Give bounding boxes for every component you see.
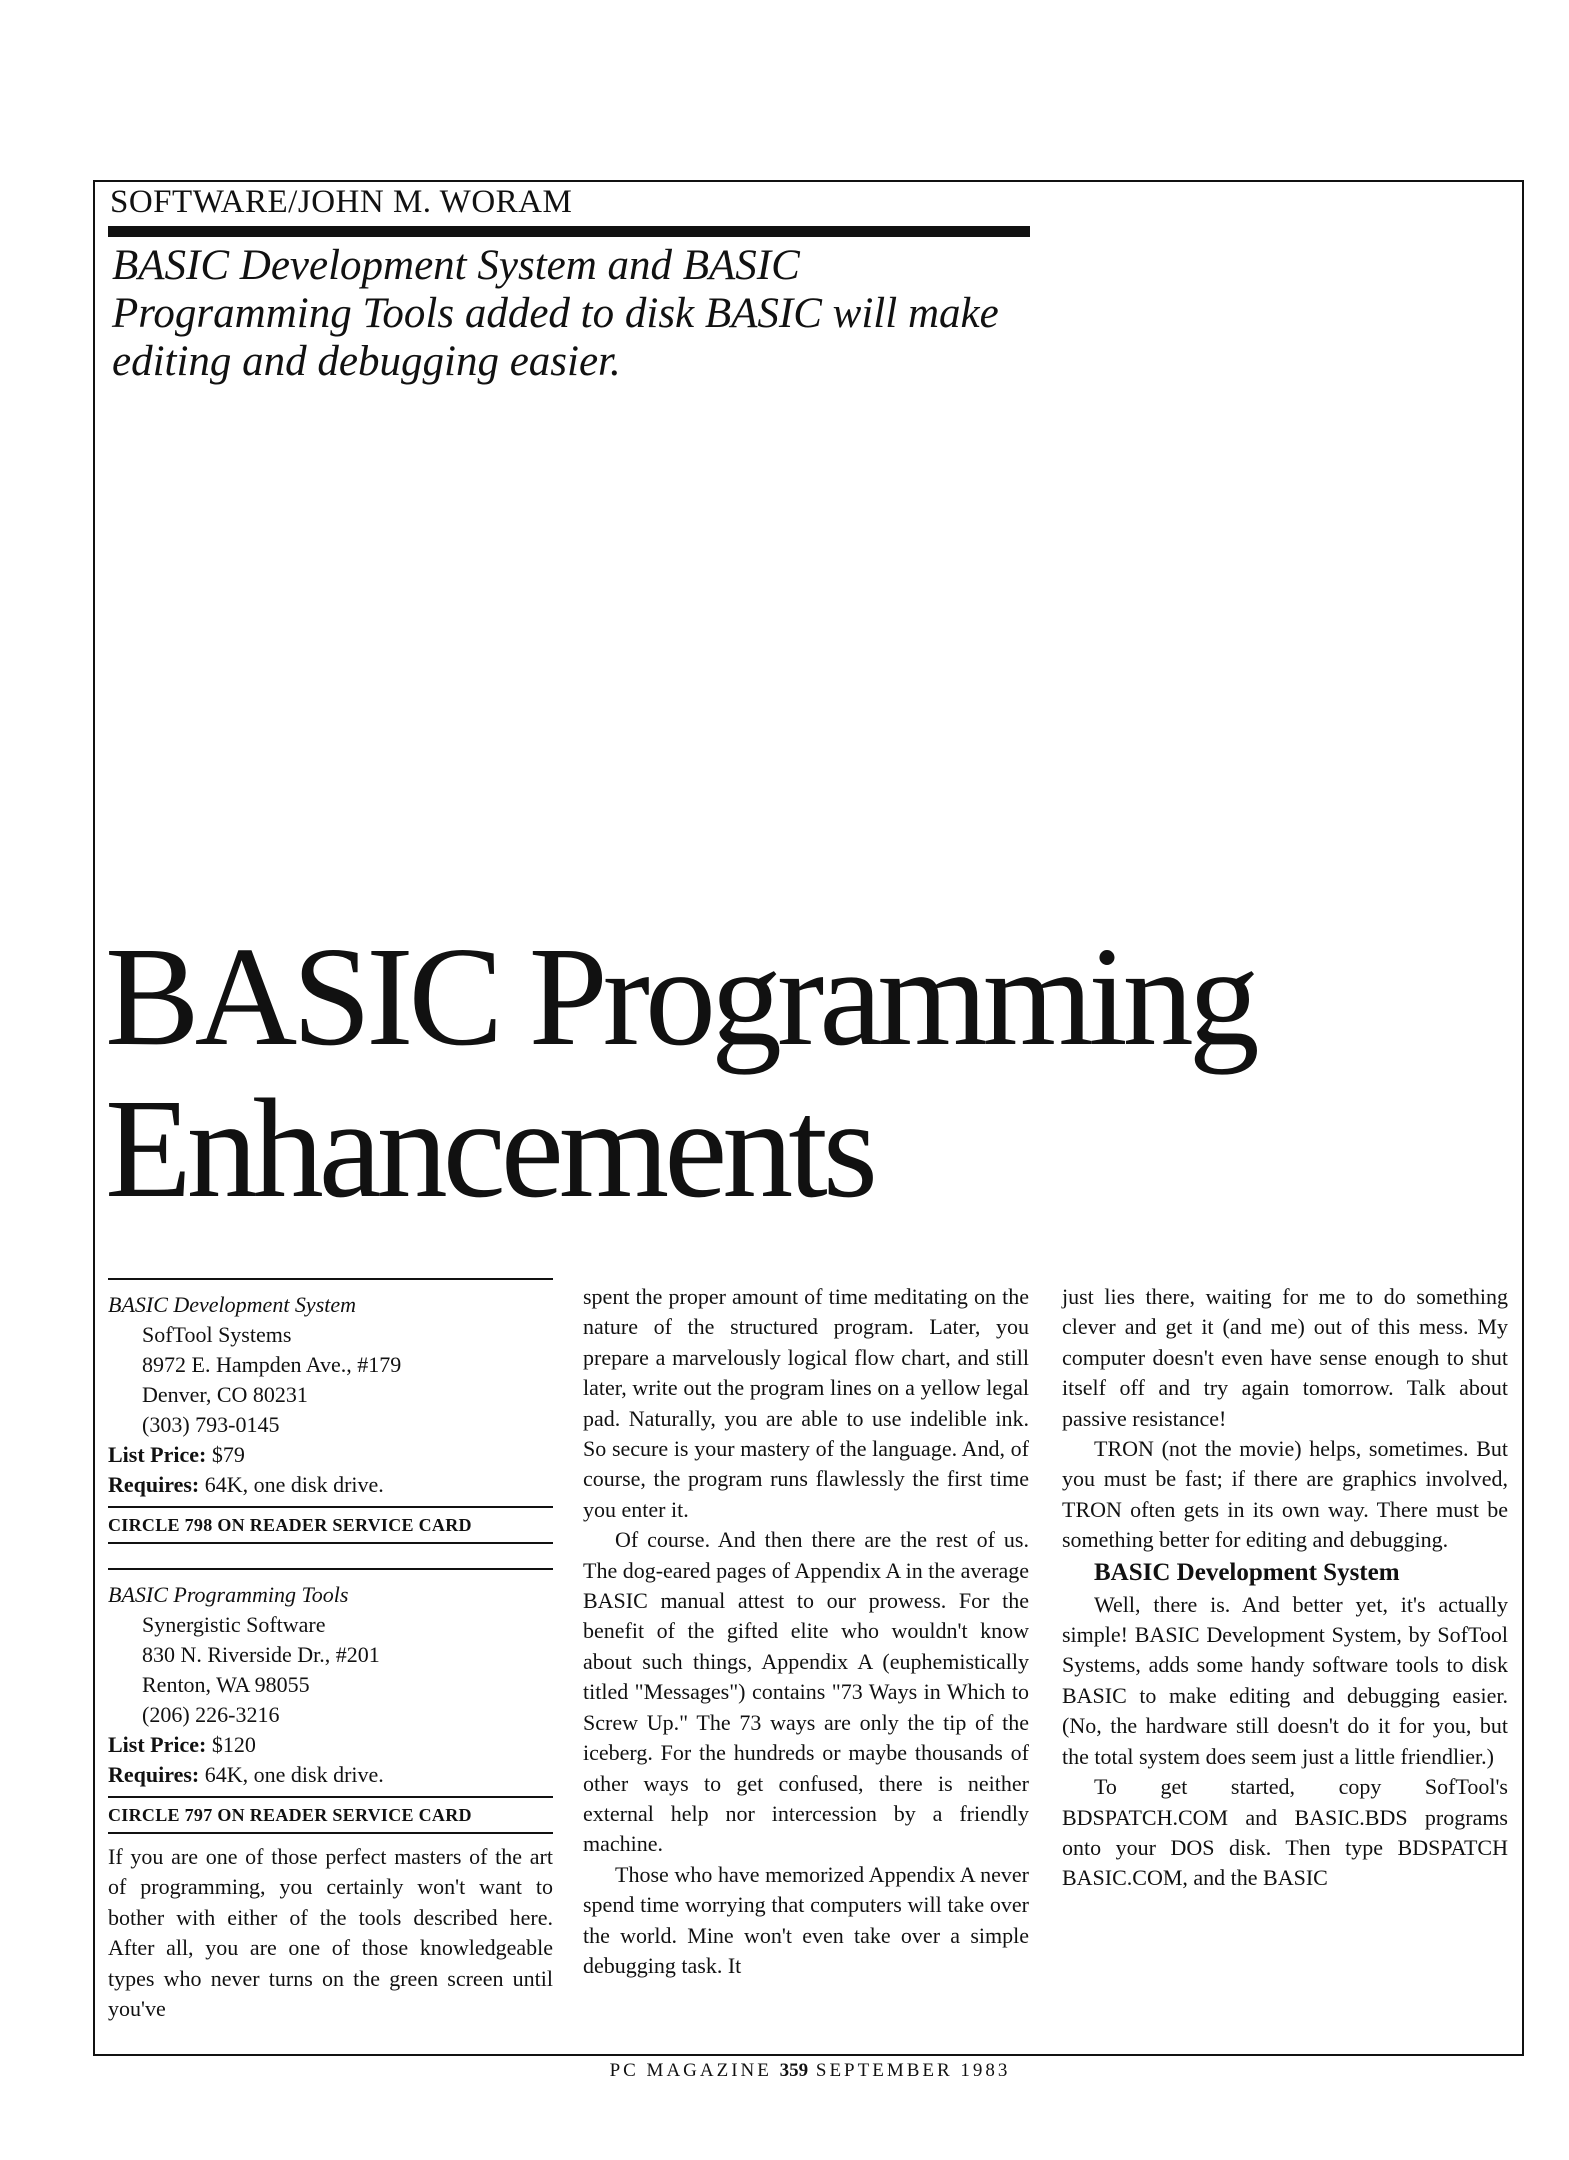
product-city: Denver, CO 80231	[142, 1382, 308, 1407]
product-requires: Requires: 64K, one disk drive.	[108, 1472, 384, 1497]
section-subhead: BASIC Development System	[1094, 1558, 1400, 1586]
department-rule	[108, 226, 1030, 237]
page-folio	[580, 2060, 1040, 2082]
article-headline	[105, 917, 1485, 1227]
department-byline: SOFTWARE/JOHN M. WORAM	[110, 184, 573, 220]
product-price: List Price: $120	[108, 1732, 256, 1757]
product-address: 830 N. Riverside Dr., #201	[142, 1642, 380, 1667]
body-paragraph: Of course. And then there are the rest of us. The dog-eared pages of Appendix A in the average BASIC manual attest to our prowess. For the benefit of the gifted elite who wouldn't know about such things, Appendix A (euphemistically titled "Messages") contains "73 Ways in Which to Screw Up." The 73 ways are only the tip of the iceberg. For the hundreds or maybe thousands of other ways to get confused, there is neither external help nor intercession by a friendly machine.	[583, 1527, 1029, 1857]
product-requires: Requires: 64K, one disk drive.	[108, 1762, 384, 1787]
product-company: SofTool Systems	[142, 1322, 292, 1347]
column-3	[1062, 1282, 1508, 1894]
headline-line-2: Enhancements	[105, 1069, 874, 1227]
body-paragraph: spent the proper amount of time meditating on the nature of the structured program. Later, you prepare a marvelously logical flow chart, and still later, write out the program lines on a yellow legal pad. Naturally, you are able to use indelible ink. So secure is your mastery of the language. And, of course, the program runs flawlessly the first time you enter it.	[583, 1284, 1029, 1522]
column-2	[583, 1282, 1029, 1981]
reader-service-line: CIRCLE 797 ON READER SERVICE CARD	[108, 1796, 553, 1834]
product-phone: (303) 793-0145	[142, 1412, 280, 1437]
product-address: 8972 E. Hampden Ave., #179	[142, 1352, 402, 1377]
product-box-2	[108, 1568, 553, 1834]
product-box-1	[108, 1278, 553, 1544]
reader-service-line: CIRCLE 798 ON READER SERVICE CARD	[108, 1506, 553, 1544]
body-paragraph: To get started, copy SofTool's BDSPATCH.COM and BASIC.BDS programs onto your DOS disk. Then type BDSPATCH BASIC.COM, and the BASIC	[1062, 1774, 1508, 1891]
product-city: Renton, WA 98055	[142, 1672, 310, 1697]
article-deck: BASIC Development System and BASIC Programming Tools added to disk BASIC will make editing and debugging easier.	[112, 242, 999, 385]
body-paragraph: just lies there, waiting for me to do something clever and get it (and me) out of this mess. My computer doesn't even have sense enough to shut itself off and try again tomorrow. Talk about passive resistance!	[1062, 1284, 1508, 1431]
headline-line-1: BASIC Programming	[105, 917, 1255, 1075]
product-company: Synergistic Software	[142, 1612, 326, 1637]
folio-page-number: 359	[779, 2060, 809, 2081]
product-name: BASIC Programming Tools	[108, 1582, 349, 1607]
folio-magazine: PC MAGAZINE	[609, 2060, 772, 2081]
product-price: List Price: $79	[108, 1442, 245, 1467]
body-paragraph: Well, there is. And better yet, it's actually simple! BASIC Development System, by SofTool Systems, adds some handy software tools to disk BASIC to make editing and debugging easier. (No, the hardware still doesn't do it for you, but the total system does seem just a little friendlier.)	[1062, 1591, 1508, 1769]
product-name: BASIC Development System	[108, 1292, 357, 1317]
product-phone: (206) 226-3216	[142, 1702, 280, 1727]
folio-date: SEPTEMBER 1983	[815, 2060, 1011, 2081]
body-paragraph: If you are one of those perfect masters of the art of programming, you certainly won't want to bother with either of the tools described here. After all, you are one of those knowledgeable types who never turns on the green screen until you've	[108, 1844, 553, 2022]
body-paragraph: TRON (not the movie) helps, sometimes. But you must be fast; if there are graphics involved, TRON often gets in its own way. There must be something better for editing and debugging.	[1062, 1436, 1508, 1553]
column-1	[108, 1278, 553, 2024]
body-paragraph: Those who have memorized Appendix A never spend time worrying that computers will take over the world. Mine won't even take over a simple debugging task. It	[583, 1861, 1029, 1978]
